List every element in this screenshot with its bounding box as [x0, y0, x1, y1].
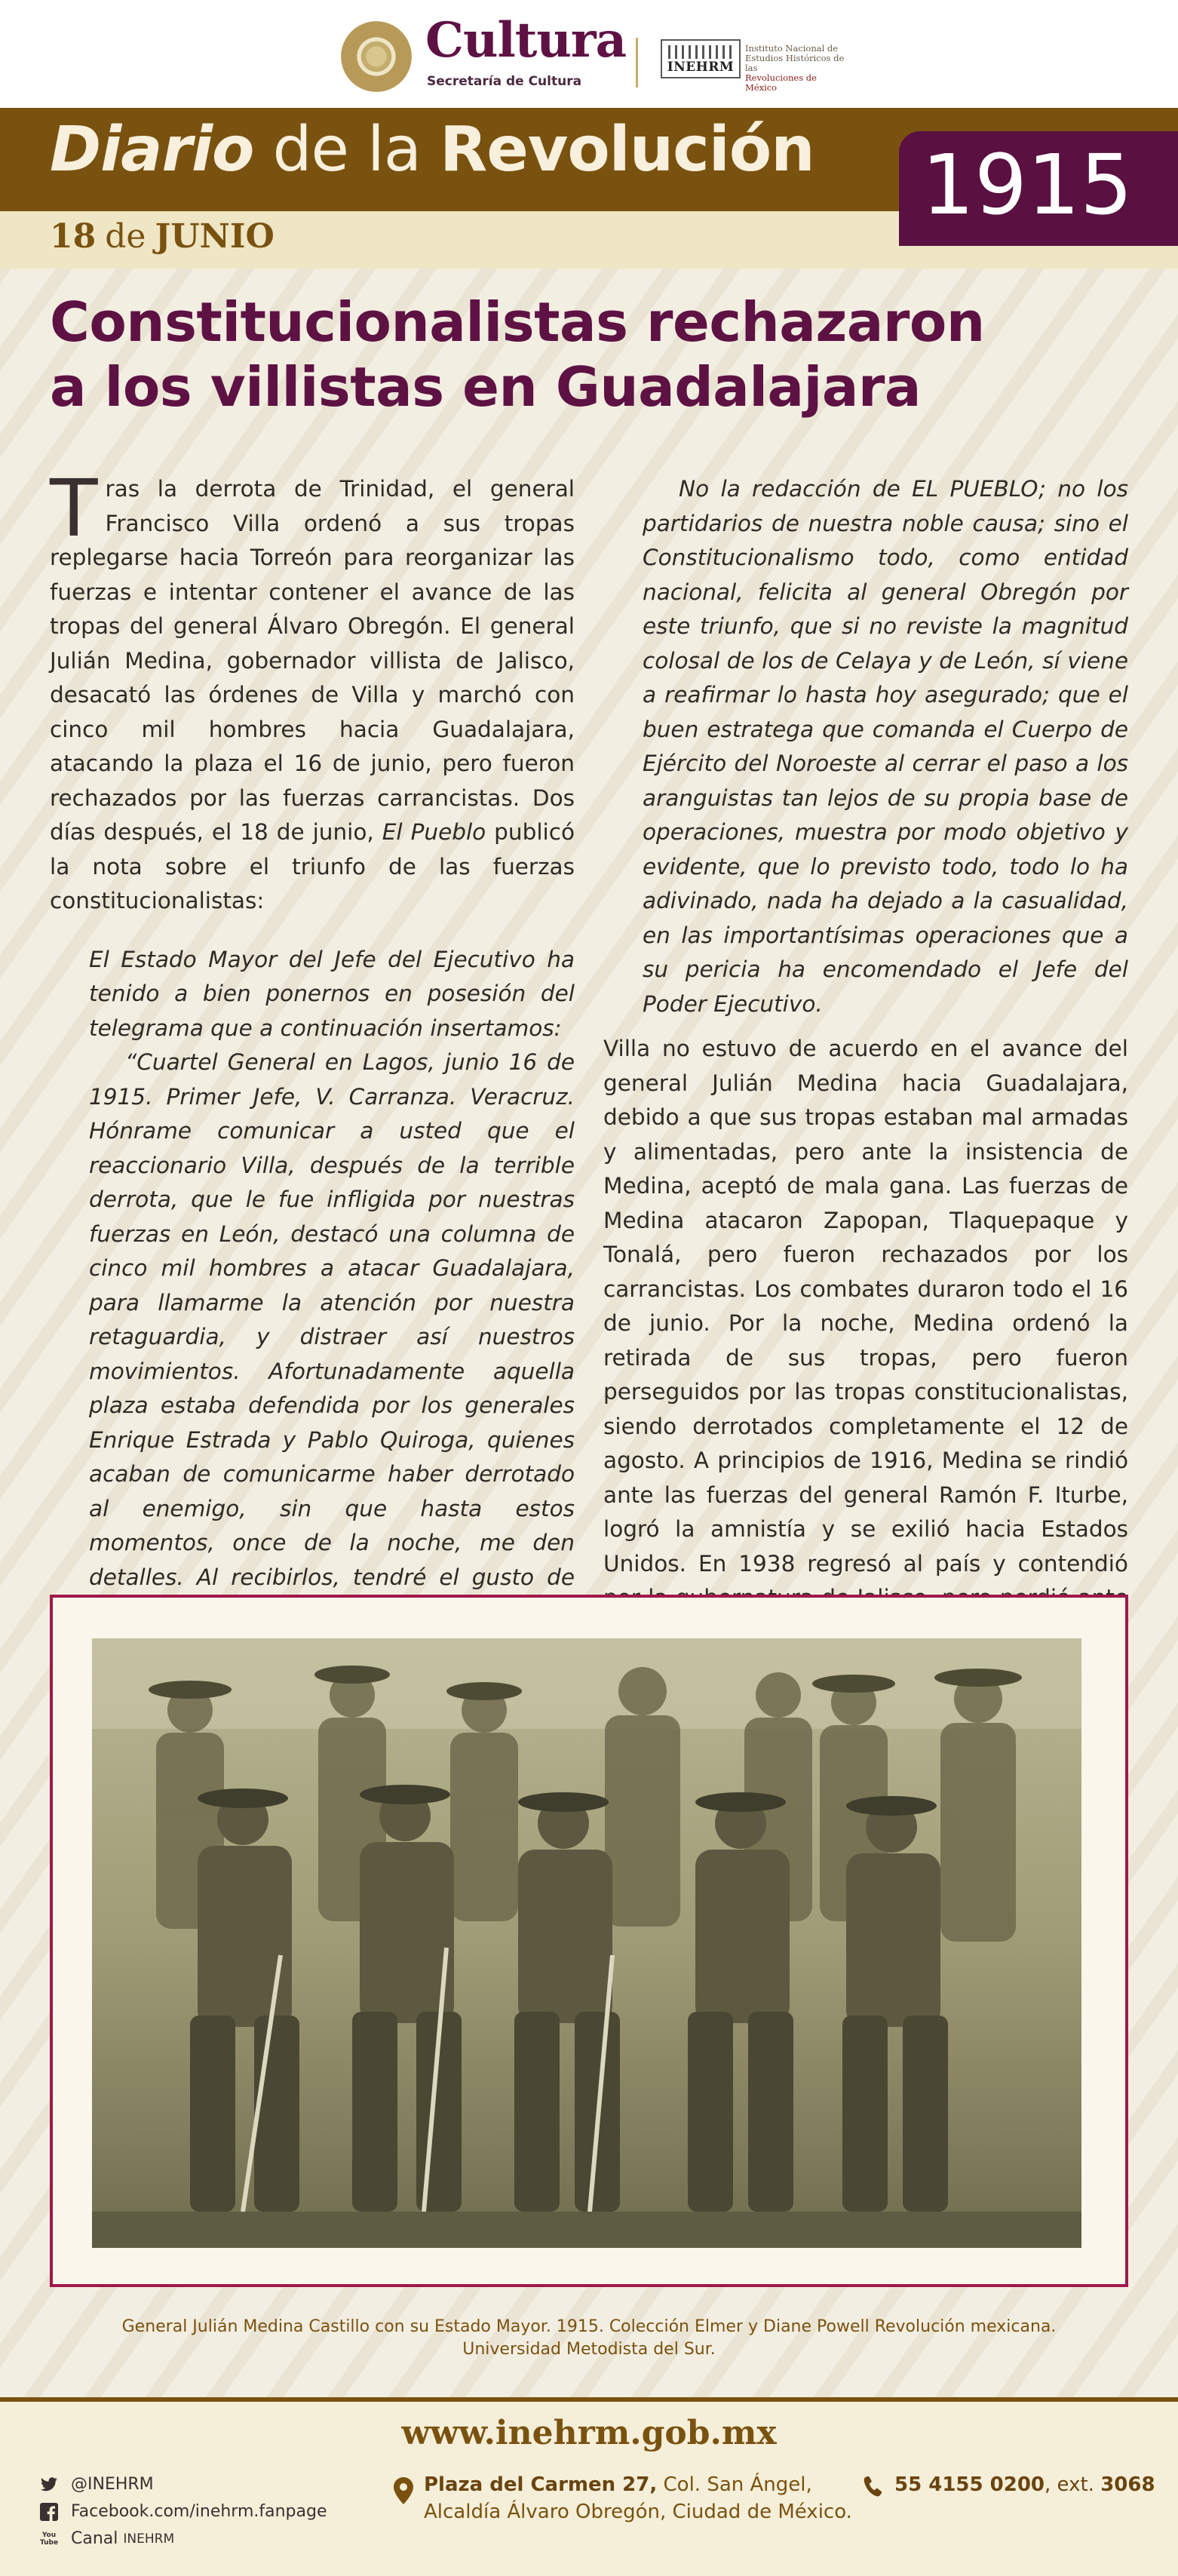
- quote-intro: El Estado Mayor del Jefe del Ejecutivo ha tenido a bien ponernos en posesión del telegrama que a continuación insertamos:: [89, 946, 575, 1041]
- intro-paragraph: [50, 462, 575, 919]
- phone-main: 55 4155 0200: [894, 2473, 1045, 2496]
- address-street: Plaza del Carmen 27,: [424, 2473, 658, 2496]
- headline-line-2: a los villistas en Guadalajara: [50, 355, 921, 419]
- date-month: JUNIO: [155, 217, 275, 256]
- facebook-icon: [39, 2502, 59, 2522]
- caption-line-2: Universidad Metodista del Sur.: [462, 2340, 716, 2359]
- twitter-handle: @INEHRM: [71, 2475, 154, 2494]
- youtube-icon: [39, 2529, 59, 2549]
- national-seal-icon: [341, 21, 412, 92]
- twitter-icon: [39, 2475, 59, 2495]
- address: [424, 2471, 852, 2525]
- youtube-channel: INEHRM: [123, 2531, 175, 2547]
- location-pin-icon: [394, 2477, 413, 2504]
- date-day: 18: [50, 217, 97, 256]
- phone-number[interactable]: [894, 2471, 1155, 2498]
- social-links: [39, 2471, 327, 2553]
- group-portrait-image: [92, 1638, 1081, 2248]
- youtube-icon-text: You Tube: [39, 2531, 59, 2547]
- inehrm-name: [745, 44, 851, 93]
- title-diario: Diario: [50, 114, 254, 186]
- inehrm-line-1: Instituto Nacional de: [745, 43, 839, 54]
- phone-ext: 3068: [1100, 2473, 1155, 2496]
- inehrm-columns-icon: [668, 45, 733, 59]
- address-colonia: Col. San Ángel,: [657, 2473, 812, 2496]
- website-link[interactable]: www.inehrm.gob.mx: [401, 2414, 777, 2452]
- twitter-link[interactable]: [39, 2471, 327, 2498]
- quote-editorial: No la redacción de EL PUEBLO; no los partidarios de nuestra noble causa; sino el Constitucionalismo todo, como entidad nacional, felicita al general Obregón por este triunfo, que si no reviste la magnitud colosal de los de Celaya y de León, sí viene a reafirmar lo hasta hoy asegurado; que el buen estratega que comanda el Cuerpo de Ejército del Noroeste al cerrar el paso a los aranguistas tan lejos de su propia base de operaciones, muestra por modo objetivo y evidente, que lo previsto todo, todo lo ha adivinado, nada ha dejado a la casualidad, en las importantísimas operaciones que a su pericia ha encomendado el Jefe del Poder Ejecutivo.: [643, 476, 1128, 1017]
- article-column-right: [603, 472, 1128, 1684]
- drop-cap: T: [50, 462, 98, 554]
- cultura-logo[interactable]: Cultura: [425, 12, 627, 69]
- facebook-url: Facebook.com/inehrm.fanpage: [71, 2502, 327, 2521]
- logo-divider: [636, 38, 638, 88]
- article-headline: [50, 290, 1030, 419]
- inehrm-logo[interactable]: [661, 39, 741, 78]
- closing-paragraph: Villa no estuvo de acuerdo en el avance del general Julián Medina hacia Guadalajara, debido a que sus tropas estaban mal armadas y alimentadas, pero ante la insistencia de Medina, aceptó de mala gana. Las fuerzas de Medina atacaron Zapopan, Tlaquepaque y Tonalá, pero fueron rechazados por los carrancistas. Los combates duraron todo el 16 de junio. Por la noche, Medina ordenó la retirada de sus tropas, pero fueron perseguidos por las tropas constitucionalistas, siendo derrotados completamente el 12 de agosto. A principios de 1916, Medina se rindió ante las fuerzas del general Ramón F. Iturbe, logró la amnistía y se exilió hacia Estados Unidos. En 1938 regresó al país y contendió: [603, 1036, 1128, 1577]
- intro-text-b: publicó la nota sobre el triunfo de las fuerzas constitucionalistas:: [50, 819, 575, 913]
- newspaper-name: El Pueblo: [382, 819, 486, 845]
- article-column-left: [50, 462, 575, 1732]
- phone-icon: [863, 2476, 882, 2497]
- phone-ext-label: , ext.: [1045, 2473, 1101, 2496]
- youtube-link[interactable]: [39, 2525, 327, 2553]
- address-city: Alcaldía Álvaro Obregón, Ciudad de México.: [424, 2501, 852, 2523]
- historical-photo[interactable]: [92, 1638, 1081, 2248]
- intro-text-a: ras la derrota de Trinidad, el general Francisco Villa ordenó a sus tropas replegarse hacia Torreón para reorganizar las fuerzas e intentar contener el avance de las tropas del general Álvaro Obregón. El general Julián Medina, gobernador villista de Jalisco, desacató las órdenes de Villa y marchó con cinco mil hombres hacia Guadalajara, atacando la plaza el 16 de junio, pero fueron rechazados por las fuerzas carrancistas. Dos días después, el 18 de junio,: [50, 476, 575, 845]
- series-title: [50, 114, 814, 186]
- title-revolucion: Revolución: [440, 114, 814, 186]
- secretaria-label: Secretaría de Cultura: [427, 74, 582, 89]
- date: [50, 217, 275, 256]
- inehrm-logo-text: INEHRM: [667, 60, 735, 75]
- inehrm-line-2: Estudios Históricos de las: [745, 53, 845, 73]
- caption-line-1: General Julián Medina Castillo con su Estado Mayor. 1915. Colección Elmer y Diane Powell Revolución mexicana.: [121, 2317, 1057, 2336]
- year-label: 1915: [922, 137, 1133, 233]
- date-de: de: [105, 217, 146, 256]
- quote-telegram: “Cuartel General en Lagos, junio 16 de 1915. Primer Jefe, V. Carranza. Veracruz. Hónrame comunicar a usted que el reaccionario Villa, después de la terrible derrota, que le fue infligida por nuestras fuerzas en León, destacó una columna de cinco mil hombres a atacar Guadalajara, para llamarme la atención por nuestra retaguardia, y distraer así nuestros movimientos. Afortunadamente aquella plaza estaba defendida por los generales Enrique Estrada y Pablo Quiroga, quienes acaban de comunicarme haber derrotado al enemigo, sin que hasta estos momentos, once de la noche, me den detalles. Al recibirlos, tendré el gusto de: [89, 1049, 575, 1590]
- youtube-label: Canal: [71, 2529, 124, 2548]
- inehrm-line-3: Revoluciones de México: [745, 72, 817, 93]
- headline-line-1: Constitucionalistas rechazaron: [50, 290, 985, 354]
- title-de-la: de la: [253, 114, 440, 186]
- facebook-link[interactable]: [39, 2498, 327, 2525]
- photo-caption: [0, 2316, 1178, 2361]
